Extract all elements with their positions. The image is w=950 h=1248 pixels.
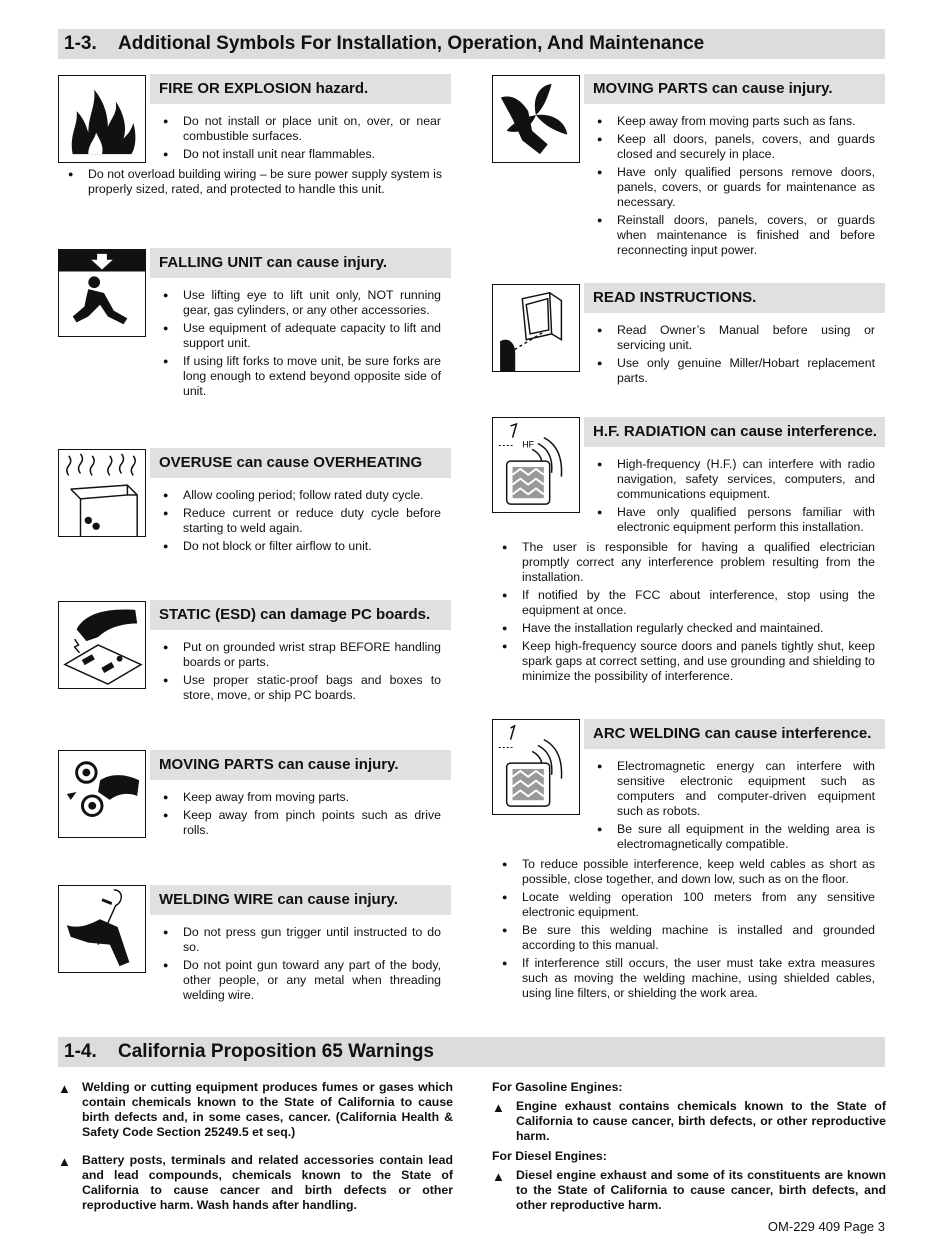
overheating-title: OVERUSE can cause OVERHEATING — [150, 448, 451, 478]
gasoline-engines-heading: For Gasoline Engines: — [492, 1080, 623, 1094]
warning-text: Diesel engine exhaust and some of its constituents are known to the State of California to cause cancer, birth defects, and other reproductive harm. — [516, 1168, 886, 1212]
list-item: ● Keep away from moving parts such as fans. — [597, 114, 875, 129]
static-esd-icon — [58, 601, 146, 689]
warning-text: Battery posts, terminals and related accessories contain lead and lead compounds, chemicals known to the State of California to cause cancer and birth defects or other reproductive harm. Wash hands after handling. — [82, 1153, 453, 1212]
list-item: ● If using lift forks to move unit, be sure forks are long enough to extend beyond opposite side of unit. — [163, 354, 441, 399]
welding-wire-title: WELDING WIRE can cause injury. — [150, 885, 451, 915]
warning-triangle-icon: ▲ — [492, 1169, 505, 1184]
arc-welding-interference-icon — [492, 719, 580, 815]
arc-welding-extra — [502, 857, 875, 1004]
arc-welding-bullets — [597, 759, 875, 855]
list-item: ● Do not install unit near flammables. — [163, 147, 441, 162]
moving-parts-bullets — [163, 790, 441, 841]
list-item: ● Use equipment of adequate capacity to lift and support unit. — [163, 321, 441, 351]
fire-hazard-title: FIRE OR EXPLOSION hazard. — [150, 74, 451, 104]
list-item: ● Be sure this welding machine is installed and grounded according to this manual. — [502, 923, 875, 953]
section-1-4-heading — [58, 1037, 885, 1067]
list-item: ● Keep away from moving parts. — [163, 790, 441, 805]
hf-radiation-icon — [492, 417, 580, 513]
fire-hazard-bullets — [163, 114, 441, 165]
prop65-warning-diesel — [492, 1168, 886, 1213]
moving-parts-fan-icon — [492, 75, 580, 163]
fire-icon — [58, 75, 146, 163]
list-item: ● Be sure all equipment in the welding area is electromagnetically compatible. — [597, 822, 875, 852]
warning-text: Engine exhaust contains chemicals known to the State of California to cause cancer, birth defects, or other reproductive harm. — [516, 1099, 886, 1143]
list-item: ● Electromagnetic energy can interfere with sensitive electronic equipment such as computers and computer-driven equipment such as robots. — [597, 759, 875, 819]
list-item: ● High-frequency (H.F.) can interfere with radio navigation, safety services, computers, and communications equipment. — [597, 457, 875, 502]
read-instructions-bullets — [597, 323, 875, 389]
static-esd-bullets — [163, 640, 441, 706]
list-item: ● Have only qualified persons familiar with electronic equipment perform this installation. — [597, 505, 875, 535]
moving-parts-fan-title: MOVING PARTS can cause injury. — [584, 74, 885, 104]
prop65-warning-battery — [58, 1153, 453, 1213]
warning-triangle-icon: ▲ — [58, 1081, 71, 1096]
section-number: 1-4. — [64, 1041, 97, 1062]
list-item: ● Locate welding operation 100 meters from any sensitive electronic equipment. — [502, 890, 875, 920]
list-item: ● Reduce current or reduce duty cycle before starting to weld again. — [163, 506, 441, 536]
warning-text: Welding or cutting equipment produces fumes or gases which contain chemicals known to the State of California to cause birth defects and, in some cases, cancer. (California Health & Safety Code Section 25249.5 et seq.) — [82, 1080, 453, 1139]
list-item: ● Do not block or filter airflow to unit. — [163, 539, 441, 554]
section-1-3-heading — [58, 29, 885, 59]
hf-label: HF — [522, 439, 535, 450]
falling-unit-title: FALLING UNIT can cause injury. — [150, 248, 451, 278]
section-title: Additional Symbols For Installation, Operation, And Maintenance — [118, 33, 705, 54]
welding-wire-icon — [58, 885, 146, 973]
diesel-engines-heading: For Diesel Engines: — [492, 1149, 607, 1163]
section-title: California Proposition 65 Warnings — [118, 1041, 434, 1062]
list-item: ● Use lifting eye to lift unit only, NOT running gear, gas cylinders, or any other accessories. — [163, 288, 441, 318]
falling-unit-bullets — [163, 288, 441, 402]
warning-triangle-icon: ▲ — [492, 1100, 505, 1115]
section-number: 1-3. — [64, 33, 97, 54]
prop65-warning-gasoline — [492, 1099, 886, 1144]
list-item: ● If interference still occurs, the user must take extra measures such as moving the welding machine, using shielded cables, using line filters, or shielding the work area. — [502, 956, 875, 1001]
list-item: ● Allow cooling period; follow rated duty cycle. — [163, 488, 441, 503]
list-item: ● Read Owner’s Manual before using or servicing unit. — [597, 323, 875, 353]
moving-parts-fan-bullets — [597, 114, 875, 261]
fire-hazard-extra — [68, 167, 442, 200]
warning-triangle-icon: ▲ — [58, 1154, 71, 1169]
list-item: ● To reduce possible interference, keep weld cables as short as possible, close together, and down low, such as on the floor. — [502, 857, 875, 887]
list-item: ● Put on grounded wrist strap BEFORE handling boards or parts. — [163, 640, 441, 670]
list-item: ● Keep away from pinch points such as drive rolls. — [163, 808, 441, 838]
list-item: ● The user is responsible for having a qualified electrician promptly correct any interference problem resulting from the installation. — [502, 540, 875, 585]
overheating-icon — [58, 449, 146, 537]
moving-parts-gears-icon — [58, 750, 146, 838]
list-item: ● If notified by the FCC about interference, stop using the equipment at once. — [502, 588, 875, 618]
list-item: ● Do not overload building wiring – be sure power supply system is properly sized, rated, and protected to handle this unit. — [68, 167, 442, 197]
hf-radiation-title: H.F. RADIATION can cause interference. — [584, 417, 885, 447]
list-item: ● Do not point gun toward any part of the body, other people, or any metal when threading welding wire. — [163, 958, 441, 1003]
list-item: ● Have only qualified persons remove doors, panels, covers, or guards for maintenance as necessary. — [597, 165, 875, 210]
prop65-warning-fumes — [58, 1080, 453, 1140]
list-item: ● Do not install or place unit on, over, or near combustible surfaces. — [163, 114, 441, 144]
list-item: ● Use only genuine Miller/Hobart replacement parts. — [597, 356, 875, 386]
read-instructions-icon — [492, 284, 580, 372]
list-item: ● Reinstall doors, panels, covers, or guards when maintenance is finished and before reconnecting input power. — [597, 213, 875, 258]
read-instructions-title: READ INSTRUCTIONS. — [584, 283, 885, 313]
hf-radiation-bullets — [597, 457, 875, 538]
moving-parts-title: MOVING PARTS can cause injury. — [150, 750, 451, 780]
list-item: ● Keep all doors, panels, covers, and guards closed and securely in place. — [597, 132, 875, 162]
hf-radiation-extra — [502, 540, 875, 687]
arc-welding-title: ARC WELDING can cause interference. — [584, 719, 885, 749]
page-footer: OM-229 409 Page 3 — [767, 1219, 885, 1234]
falling-unit-icon — [58, 249, 146, 337]
list-item: ● Have the installation regularly checked and maintained. — [502, 621, 875, 636]
overheating-bullets — [163, 488, 441, 557]
list-item: ● Use proper static-proof bags and boxes to store, move, or ship PC boards. — [163, 673, 441, 703]
list-item: ● Do not press gun trigger until instructed to do so. — [163, 925, 441, 955]
static-esd-title: STATIC (ESD) can damage PC boards. — [150, 600, 451, 630]
list-item: ● Keep high-frequency source doors and panels tightly shut, keep spark gaps at correct setting, and use grounding and shielding to minimize the possibility of interference. — [502, 639, 875, 684]
welding-wire-bullets — [163, 925, 441, 1006]
